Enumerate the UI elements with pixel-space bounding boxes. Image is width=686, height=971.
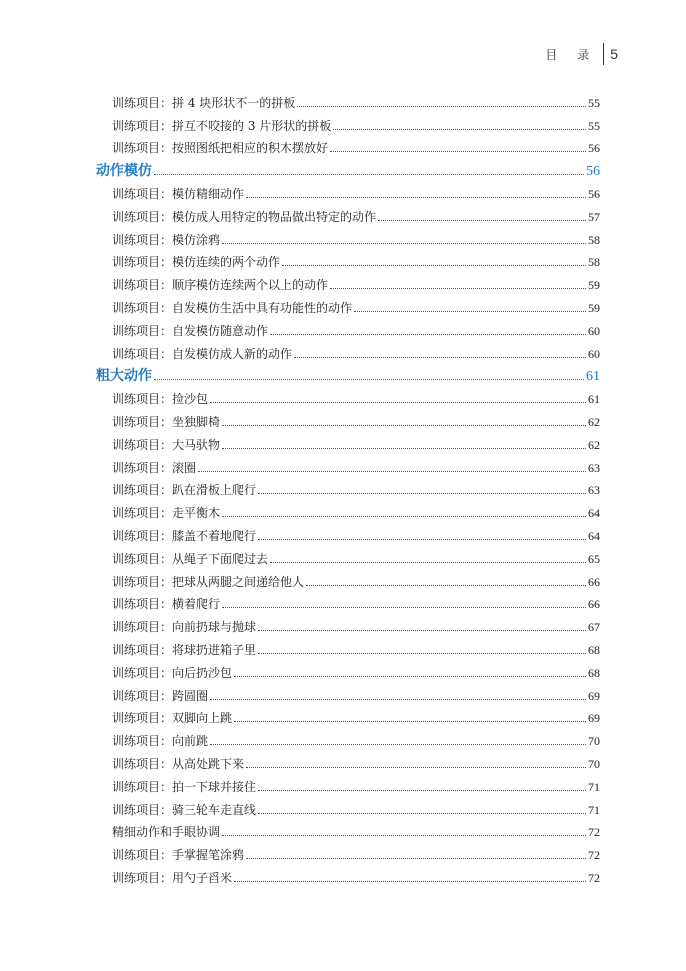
toc-entry-title: 训练项目：滚圈	[112, 460, 197, 475]
dot-leader	[154, 379, 584, 380]
toc-entry[interactable]	[96, 179, 600, 202]
toc-entry[interactable]	[96, 407, 600, 430]
dot-leader	[258, 813, 586, 814]
dot-leader	[222, 243, 586, 244]
toc-section-heading[interactable]	[96, 362, 600, 385]
toc-entry[interactable]	[96, 134, 600, 157]
toc-entry-title: 动作模仿	[96, 163, 152, 180]
toc-entry-page: 55	[588, 118, 600, 133]
dot-leader	[222, 607, 586, 608]
toc-entry-title: 训练项目：坐独脚椅	[112, 414, 221, 429]
toc-entry-title: 训练项目：双脚向上跳	[112, 711, 233, 726]
toc-entry-title: 训练项目：拼互不咬接的 3 片形状的拼板	[112, 118, 332, 133]
header-divider	[603, 43, 604, 65]
dot-leader	[210, 699, 586, 700]
toc-entry-page: 70	[588, 734, 600, 749]
toc-entry[interactable]	[96, 818, 600, 841]
dot-leader	[234, 881, 586, 882]
toc-entry[interactable]	[96, 567, 600, 590]
toc-entry-page: 68	[588, 665, 600, 680]
toc-entry-title: 训练项目：将球扔进箱子里	[112, 642, 257, 657]
toc-entry-page: 67	[588, 620, 600, 635]
toc-entry-title: 训练项目：顺序模仿连续两个以上的动作	[112, 278, 329, 293]
toc-entry-page: 65	[588, 551, 600, 566]
dot-leader	[258, 790, 586, 791]
toc-entry-title: 训练项目：走平衡木	[112, 506, 221, 521]
toc-entry[interactable]	[96, 225, 600, 248]
toc-entry-title: 训练项目：模仿连续的两个动作	[112, 255, 281, 270]
toc-entry[interactable]	[96, 270, 600, 293]
toc-entry-title: 训练项目：自发模仿随意动作	[112, 323, 269, 338]
toc-entry-title: 训练项目：从绳子下面爬过去	[112, 551, 269, 566]
toc-entry[interactable]	[96, 316, 600, 339]
running-header	[545, 44, 618, 64]
toc-entry-page: 69	[588, 711, 600, 726]
toc-entry[interactable]	[96, 635, 600, 658]
toc-entry-title: 训练项目：趴在滑板上爬行	[112, 483, 257, 498]
toc-entry[interactable]	[96, 111, 600, 134]
dot-leader	[198, 471, 586, 472]
toc-entry-page: 63	[588, 483, 600, 498]
dot-leader	[297, 106, 586, 107]
toc-entry-title: 训练项目：从高处跳下来	[112, 756, 245, 771]
toc-section-heading[interactable]	[96, 156, 600, 179]
dot-leader	[282, 265, 586, 266]
toc-entry-title: 训练项目：膝盖不着地爬行	[112, 528, 257, 543]
toc-entry[interactable]	[96, 658, 600, 681]
dot-leader	[333, 129, 586, 130]
dot-leader	[222, 516, 586, 517]
toc-entry[interactable]	[96, 248, 600, 271]
toc-entry-page: 68	[588, 642, 600, 657]
toc-entry-title: 粗大动作	[96, 368, 152, 385]
toc-entry[interactable]	[96, 430, 600, 453]
toc-entry[interactable]	[96, 590, 600, 613]
toc-entry-page: 58	[588, 232, 600, 247]
table-of-contents	[96, 88, 600, 886]
dot-leader	[294, 357, 586, 358]
toc-entry-title: 训练项目：把球从两腿之间递给他人	[112, 574, 305, 589]
toc-entry-page: 56	[588, 141, 600, 156]
toc-entry-page: 72	[588, 825, 600, 840]
toc-entry[interactable]	[96, 840, 600, 863]
toc-entry-title: 训练项目：横着爬行	[112, 597, 221, 612]
dot-leader	[234, 676, 586, 677]
dot-leader	[258, 653, 586, 654]
dot-leader	[330, 288, 586, 289]
toc-entry-page: 69	[588, 688, 600, 703]
toc-entry-page: 66	[588, 574, 600, 589]
dot-leader	[222, 835, 586, 836]
toc-entry-page: 61	[586, 369, 600, 385]
toc-entry-page: 61	[588, 392, 600, 407]
header-page-number: 5	[610, 46, 618, 62]
toc-entry-page: 59	[588, 278, 600, 293]
toc-entry-page: 60	[588, 323, 600, 338]
toc-entry-page: 59	[588, 300, 600, 315]
toc-entry-page: 71	[588, 802, 600, 817]
dot-leader	[258, 539, 586, 540]
dot-leader	[234, 721, 586, 722]
dot-leader	[258, 493, 586, 494]
toc-entry[interactable]	[96, 202, 600, 225]
toc-entry-title: 训练项目：骑三轮车走直线	[112, 802, 257, 817]
toc-entry[interactable]	[96, 681, 600, 704]
toc-entry-page: 63	[588, 460, 600, 475]
toc-entry[interactable]	[96, 498, 600, 521]
toc-entry-title: 训练项目：用勺子舀米	[112, 870, 233, 885]
dot-leader	[210, 744, 586, 745]
toc-entry[interactable]	[96, 772, 600, 795]
toc-entry-page: 56	[588, 186, 600, 201]
dot-leader	[222, 448, 586, 449]
dot-leader	[306, 585, 586, 586]
toc-entry-title: 训练项目：拍一下球并接住	[112, 779, 257, 794]
toc-entry[interactable]	[96, 795, 600, 818]
toc-entry-page: 71	[588, 779, 600, 794]
dot-leader	[354, 311, 586, 312]
toc-entry-title: 训练项目：向后扔沙包	[112, 665, 233, 680]
dot-leader	[330, 151, 586, 152]
dot-leader	[378, 220, 586, 221]
dot-leader	[246, 858, 586, 859]
toc-entry-title: 训练项目：模仿精细动作	[112, 186, 245, 201]
toc-entry-page: 66	[588, 597, 600, 612]
dot-leader	[210, 402, 586, 403]
toc-entry-page: 72	[588, 848, 600, 863]
toc-entry-page: 58	[588, 255, 600, 270]
toc-entry-title: 训练项目：向前扔球与抛球	[112, 620, 257, 635]
toc-entry[interactable]	[96, 544, 600, 567]
toc-entry[interactable]	[96, 88, 600, 111]
toc-entry-title: 训练项目：拼 4 块形状不一的拼板	[112, 95, 296, 110]
toc-entry-title: 训练项目：模仿涂鸦	[112, 232, 221, 247]
toc-entry-title: 训练项目：跨圆圈	[112, 688, 209, 703]
toc-entry-page: 57	[588, 209, 600, 224]
toc-entry-title: 训练项目：大马驮物	[112, 437, 221, 452]
toc-entry-title: 训练项目：自发模仿成人新的动作	[112, 346, 293, 361]
toc-entry[interactable]	[96, 339, 600, 362]
toc-entry-page: 70	[588, 756, 600, 771]
toc-entry[interactable]	[96, 704, 600, 727]
dot-leader	[246, 197, 586, 198]
toc-entry-title: 精细动作和手眼协调	[112, 825, 221, 840]
dot-leader	[270, 334, 586, 335]
toc-entry-page: 62	[588, 437, 600, 452]
toc-entry[interactable]	[96, 453, 600, 476]
toc-entry-page: 64	[588, 506, 600, 521]
toc-entry-title: 训练项目：自发模仿生活中具有功能性的动作	[112, 300, 353, 315]
dot-leader	[270, 562, 586, 563]
toc-entry-title: 训练项目：手掌握笔涂鸦	[112, 848, 245, 863]
dot-leader	[258, 630, 586, 631]
toc-entry-page: 55	[588, 95, 600, 110]
toc-entry-page: 62	[588, 414, 600, 429]
toc-entry-title: 训练项目：按照图纸把相应的积木摆放好	[112, 141, 329, 156]
toc-entry[interactable]	[96, 476, 600, 499]
header-title: 目 录	[545, 47, 598, 62]
toc-entry[interactable]	[96, 863, 600, 886]
toc-entry-page: 60	[588, 346, 600, 361]
toc-entry-page: 64	[588, 528, 600, 543]
dot-leader	[222, 425, 586, 426]
dot-leader	[246, 767, 586, 768]
toc-entry-page: 56	[586, 164, 600, 180]
toc-entry-title: 训练项目：捡沙包	[112, 392, 209, 407]
toc-entry[interactable]	[96, 726, 600, 749]
toc-entry[interactable]	[96, 293, 600, 316]
toc-entry[interactable]	[96, 384, 600, 407]
dot-leader	[154, 174, 584, 175]
toc-entry[interactable]	[96, 749, 600, 772]
toc-entry[interactable]	[96, 521, 600, 544]
toc-entry-title: 训练项目：向前跳	[112, 734, 209, 749]
toc-entry-title: 训练项目：模仿成人用特定的物品做出特定的动作	[112, 209, 377, 224]
toc-entry[interactable]	[96, 612, 600, 635]
toc-entry-page: 72	[588, 870, 600, 885]
